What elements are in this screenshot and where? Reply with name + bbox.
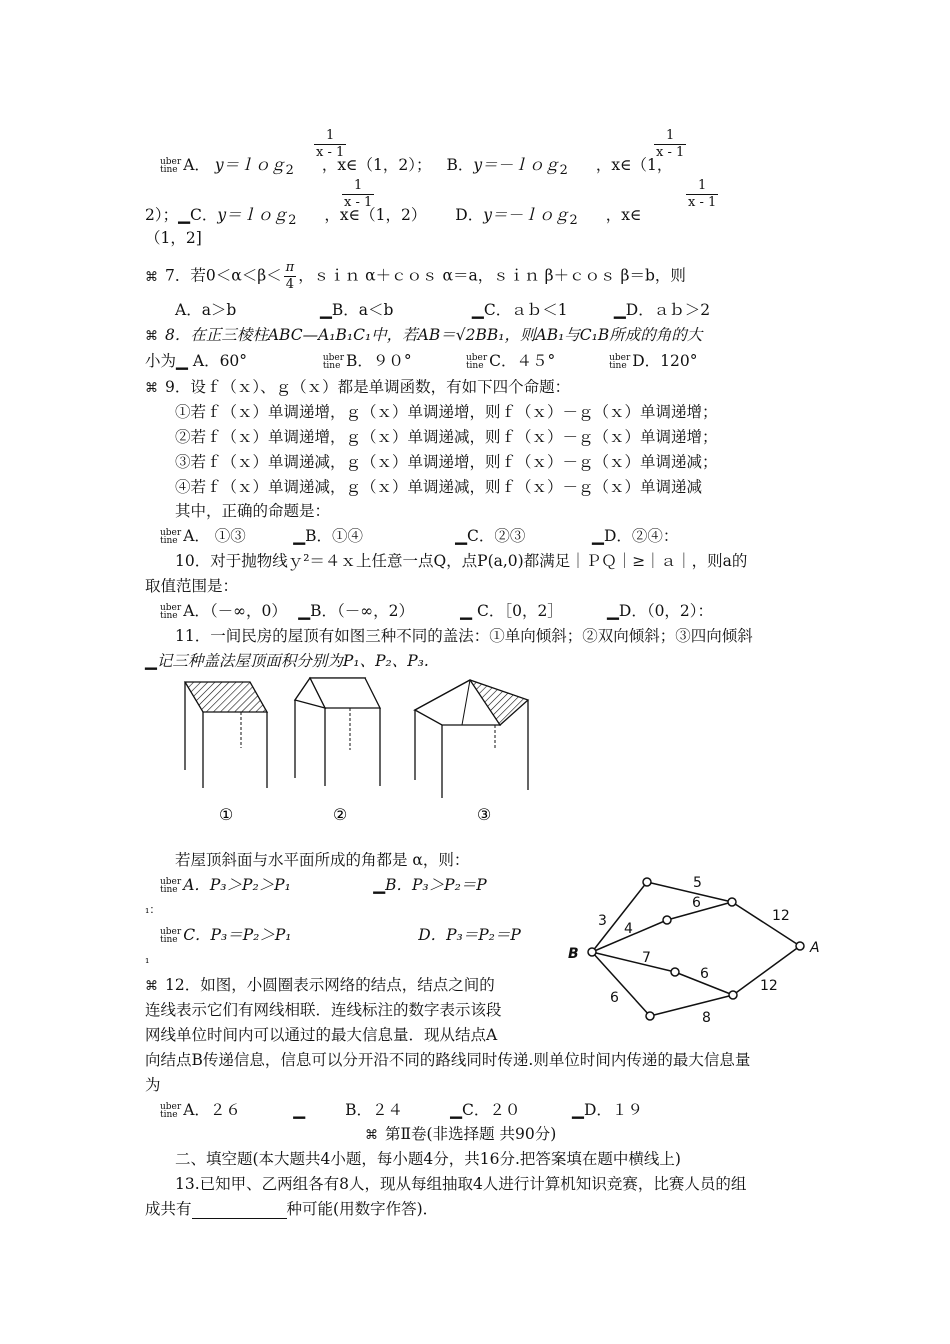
q12-line2: 连线表示它们有网线相联．连线标注的数字表示该段 [145,1001,502,1019]
q7-stem: ⌘ 7．若0＜α＜β＜ $\frac{\pi}{4}$ ，ｓｉｎ α＋ｃｏｓ α＝a，ｓｉｎ β＋ｃｏｓ β＝b，则 [145,260,686,292]
node-label-B: B [568,946,579,962]
node [671,968,679,976]
network-graph [560,870,830,1030]
node [643,878,651,886]
edge-label: 3 [598,913,607,929]
node-label-A: A [810,940,820,956]
q12-line3: 网线单位时间内可以通过的最大信息量．现从结点A [145,1026,498,1044]
q6-line1: uber tine A． y＝ｌｏｇ$_2$ ，x∈（1，2）； B．y＝－ｌｏｇ$_2$ ，x∈（1， [160,156,673,179]
q9-conclusion: 其中，正确的命题是： [175,502,331,520]
q11-wrap-d: ₁ [145,953,150,966]
q8-stem: ⌘ 8．在正三棱柱ABC—A₁B₁C₁中，若AB＝√2BB₁，则AB₁与C₁B所成的角的大 [145,325,702,347]
q11-options-2: uber tine C．P₃＝P₂＞P₁ D．P₃＝P₂＝P [160,926,521,945]
frac-q6-b: $\frac{1}{x - 1}$ [656,128,685,160]
answer-blank[interactable] [192,1203,287,1219]
q12-line1: ⌘ 12．如图，小圆圈表示网络的结点，结点之间的 [145,975,495,997]
q11-stem: 11．一间民房的屋顶有如图三种不同的盖法：①单向倾斜；②双向倾斜；③四向倾斜 [175,627,753,645]
figure-label-3: ③ [476,805,492,824]
edge-label: 5 [693,875,702,891]
edge-label: 7 [642,950,651,966]
edge-label: 12 [760,978,778,994]
section2-title: ⌘ 第Ⅱ卷(非选择题 共90分) [365,1124,556,1146]
q12-line5: 为 [145,1076,161,1094]
q13-line1: 13.已知甲、乙两组各有8人，现从每组抽取4人进行计算机知识竞赛，比赛人员的组 [175,1175,747,1193]
q12-line4: 向结点B传递信息，信息可以分开沿不同的路线同时传递.则单位时间内传递的最大信息量 [145,1051,751,1069]
q9-prop3: ③若ｆ（ｘ）单调递减，ｇ（ｘ）单调递增，则ｆ（ｘ）－ｇ（ｘ）单调递减； [175,453,718,471]
frac-q6-c: $\frac{1}{x - 1}$ [344,178,373,210]
roof-figure [170,670,540,830]
q9-prop1: ①若ｆ（ｘ）单调递增，ｇ（ｘ）单调递增，则ｆ（ｘ）－ｇ（ｘ）单调递增； [175,403,718,421]
bird-mark-icon: ⌘ [145,381,158,396]
q11-wrap-b: ₁： [145,903,161,916]
node [663,916,671,924]
house-four-slope [415,680,528,798]
bird-mark-icon: ⌘ [365,1128,378,1143]
fill-in-header: 二、填空题(本大题共4小题，每小题4分，共16分.把答案填在题中横线上) [175,1150,681,1168]
q10-stem: 10．对于抛物线ｙ²＝４ｘ上任意一点Q，点P(a,0)都满足｜ＰＱ｜≥｜ａ｜，则a的 [175,552,748,570]
figure-label-2: ② [332,805,348,824]
q10-options: uber tine A．（－∞，0） ▁B．（－∞，2） ▁ C．［0，2］ ▁D．（0，2）： [160,602,714,621]
bird-mark-icon: ⌘ [145,269,158,285]
node [729,991,737,999]
q11-condition: 若屋顶斜面与水平面所成的角都是 α，则： [175,851,470,869]
house-single-slope [185,682,267,788]
q9-options: uber tine A． ①③ ▁B．①④ ▁C．②③ ▁D．②④： [160,527,679,546]
q6-line3: （1，2] [145,229,202,247]
q12-options: uber tine A．２６ ▁ B．２４ ▁C．２０ ▁D．１９ [160,1101,643,1120]
node [646,1012,654,1020]
bird-mark-icon: ⌘ [145,329,158,344]
q6-line2: 2）；▁C．y＝ｌｏｇ$_2$ ，x∈（1，2） D．y＝－ｌｏｇ$_2$ ，x∈ [145,206,642,229]
edge-label: 6 [610,990,619,1006]
q11-options-1: uber tine A．P₃＞P₂＞P₁ ▁B．P₃＞P₂＝P [160,876,487,895]
q7-options: A．a＞b ▁B．a＜b ▁C．ａｂ＜1 ▁D．ａｂ＞2 [175,301,711,319]
q9-stem: ⌘ 9．设ｆ（ｘ）、ｇ（ｘ）都是单调函数，有如下四个命题： [145,377,570,399]
edge-label: 6 [692,895,701,911]
figure-label-1: ① [218,805,234,824]
house-double-slope [295,678,380,786]
q9-prop2: ②若ｆ（ｘ）单调递增，ｇ（ｘ）单调递减，则ｆ（ｘ）－ｇ（ｘ）单调递增； [175,428,718,446]
q13-line2: 成共有 种可能(用数字作答)． [145,1200,439,1218]
uber-tine-mark: uber tine [160,157,182,175]
q9-prop4: ④若ｆ（ｘ）单调递减，ｇ（ｘ）单调递减，则ｆ（ｘ）－ｇ（ｘ）单调递减 [175,478,703,496]
q10-line2: 取值范围是： [145,577,239,595]
frac-q6-a: $\frac{1}{x - 1}$ [316,128,345,160]
q8-options: 小为▁ A．60° uber tine B．９０° uber tine C．４５° uber tine D．120° [145,352,698,371]
node-B [588,948,596,956]
node-A [796,942,804,950]
edge-label: 4 [624,921,633,937]
frac-q6-d: $\frac{1}{x - 1}$ [688,178,717,210]
edge-label: 8 [702,1010,711,1026]
edge-label: 6 [700,966,709,982]
edge-label: 12 [772,908,790,924]
node [728,898,736,906]
bird-mark-icon: ⌘ [145,979,158,994]
q11-line2: ▁记三种盖法屋顶面积分别为P₁、P₂、P₃. [145,652,429,670]
